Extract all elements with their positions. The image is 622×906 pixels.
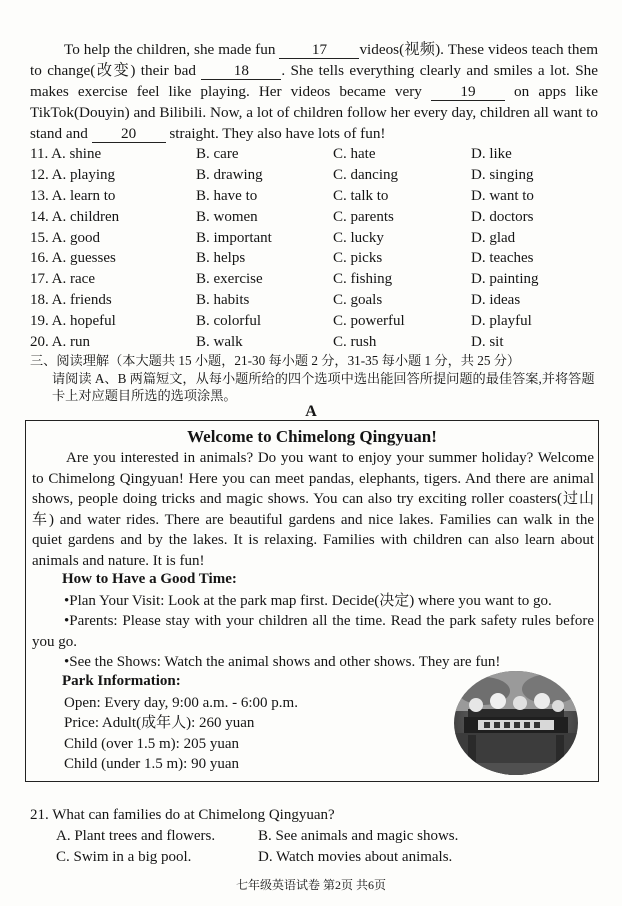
option-c[interactable]: C. dancing xyxy=(333,166,398,183)
option-b[interactable]: B. colorful xyxy=(196,313,261,330)
passage-text: To help the children, she made fun xyxy=(64,41,276,58)
option-b[interactable]: B. drawing xyxy=(196,166,263,183)
info-open: Open: Every day, 9:00 a.m. - 6:00 p.m. xyxy=(64,695,298,711)
cloze-passage xyxy=(30,40,598,145)
option-d[interactable]: D. teaches xyxy=(471,250,534,267)
option-b[interactable]: B. care xyxy=(196,146,239,162)
passage-text: . She tells everything clearly and smiles a lot. She makes exercise feel like playing. Her videos became very xyxy=(30,61,598,100)
option-d[interactable]: D. like xyxy=(471,146,512,162)
blank-17: 17 xyxy=(279,42,359,59)
passage-text: videos(视频). These videos teach them to change(改变) their bad xyxy=(30,41,599,79)
option-a[interactable]: A. Plant trees and flowers. xyxy=(56,828,216,844)
option-a[interactable]: 20. A. run xyxy=(30,334,90,351)
question-21 xyxy=(30,805,600,868)
option-d[interactable]: D. painting xyxy=(471,271,539,288)
tip-parents: •Parents: Please stay with your children all the time. Read the park safety rules before you go. xyxy=(32,613,594,650)
option-a[interactable]: 14. A. children xyxy=(30,208,120,225)
info-child-under: Child (under 1.5 m): 90 yuan xyxy=(64,756,239,772)
option-d[interactable]: D. Watch movies about animals. xyxy=(258,849,453,865)
option-c[interactable]: C. hate xyxy=(333,146,376,162)
option-d[interactable]: D. singing xyxy=(471,166,534,183)
option-c[interactable]: C. lucky xyxy=(333,229,384,246)
option-c[interactable]: C. powerful xyxy=(333,313,405,330)
tip-plan-visit: •Plan Your Visit: Look at the park map first. Decide(决定) where you want to go. xyxy=(64,593,552,609)
option-b[interactable]: B. helps xyxy=(196,250,246,267)
park-entrance-photo xyxy=(454,671,578,775)
info-price-adult: Price: Adult(成年人): 260 yuan xyxy=(64,715,255,731)
option-a[interactable]: 12. A. playing xyxy=(30,166,115,183)
option-d[interactable]: D. glad xyxy=(471,229,516,246)
option-c[interactable]: C. rush xyxy=(333,334,377,351)
option-row xyxy=(30,248,600,269)
option-a[interactable]: 15. A. good xyxy=(30,229,101,246)
article-intro: Are you interested in animals? Do you want to enjoy your summer holiday? Welcome to Chimelong Qingyuan! Here you can meet pandas, elephants, tigers. And there are animal shows, people doing tricks and magic shows. You can also try exciting roller coasters(过山车) and water rides. There are beautiful gardens and nice lakes. Families can walk in the quiet gardens and by the lakes. It is relaxing. Families with children can also learn about animals and nature. It is fun! xyxy=(32,450,594,569)
article-box xyxy=(25,420,599,782)
info-heading: Park Information: xyxy=(62,673,181,689)
tip-shows: •See the Shows: Watch the animal shows and other shows. They are fun! xyxy=(64,654,501,670)
option-row xyxy=(30,228,600,249)
option-c[interactable]: C. Swim in a big pool. xyxy=(56,849,192,865)
option-row xyxy=(30,311,600,332)
passage-text: straight. They also have lots of fun! xyxy=(169,124,386,142)
page-footer: 七年级英语试卷 第2页 共6页 xyxy=(235,878,386,892)
option-row xyxy=(30,186,600,207)
option-b[interactable]: B. women xyxy=(196,208,258,225)
option-a[interactable]: 17. A. race xyxy=(30,271,95,288)
option-row xyxy=(30,165,600,186)
option-b[interactable]: B. important xyxy=(196,229,272,246)
option-row xyxy=(30,207,600,228)
option-d[interactable]: D. sit xyxy=(471,334,504,351)
blank-18: 18 xyxy=(201,63,281,80)
section-instruction: 请阅读 A、B 两篇短文，从每小题所给的四个选项中选出能回答所提问题的最佳答案,并将答题卡上对应题目所选的选项涂黑。 xyxy=(52,371,595,403)
option-b[interactable]: B. exercise xyxy=(196,271,263,288)
section-heading: 三、阅读理解（本大题共 15 小题，21-30 每小题 2 分，31-35 每小题 1 分，共 25 分） xyxy=(30,353,521,368)
passage-letter: A xyxy=(305,403,317,420)
passage-text: on apps like TikTok(Douyin) and Bilibili. Now, a lot of children follow her every day, children all want to stand and xyxy=(30,82,599,142)
option-row xyxy=(30,332,600,353)
blank-20: 20 xyxy=(92,126,166,143)
option-b[interactable]: B. See animals and magic shows. xyxy=(258,828,459,844)
option-row xyxy=(30,290,600,311)
option-a[interactable]: 19. A. hopeful xyxy=(30,313,116,330)
option-d[interactable]: D. doctors xyxy=(471,208,534,225)
option-c[interactable]: C. talk to xyxy=(333,187,389,204)
option-a[interactable]: 13. A. learn to xyxy=(30,187,116,204)
option-a[interactable]: 16. A. guesses xyxy=(30,250,116,267)
option-d[interactable]: D. ideas xyxy=(471,292,521,309)
option-d[interactable]: D. want to xyxy=(471,187,534,204)
option-a[interactable]: 11. A. shine xyxy=(30,146,102,162)
tips-heading: How to Have a Good Time: xyxy=(62,571,237,587)
info-child-over: Child (over 1.5 m): 205 yuan xyxy=(64,736,239,752)
option-row xyxy=(30,269,600,290)
option-a[interactable]: 18. A. friends xyxy=(30,292,112,309)
option-b[interactable]: B. habits xyxy=(196,292,250,309)
question-stem: 21. What can families do at Chimelong Qingyuan? xyxy=(30,807,335,823)
option-c[interactable]: C. parents xyxy=(333,208,394,225)
option-b[interactable]: B. walk xyxy=(196,334,243,351)
option-row xyxy=(30,144,600,165)
option-c[interactable]: C. picks xyxy=(333,250,383,267)
cloze-options xyxy=(30,144,600,353)
option-c[interactable]: C. goals xyxy=(333,292,383,309)
article-title: Welcome to Chimelong Qingyuan! xyxy=(187,427,437,446)
option-b[interactable]: B. have to xyxy=(196,187,258,204)
option-d[interactable]: D. playful xyxy=(471,313,532,330)
blank-19: 19 xyxy=(431,84,505,101)
option-c[interactable]: C. fishing xyxy=(333,271,393,288)
